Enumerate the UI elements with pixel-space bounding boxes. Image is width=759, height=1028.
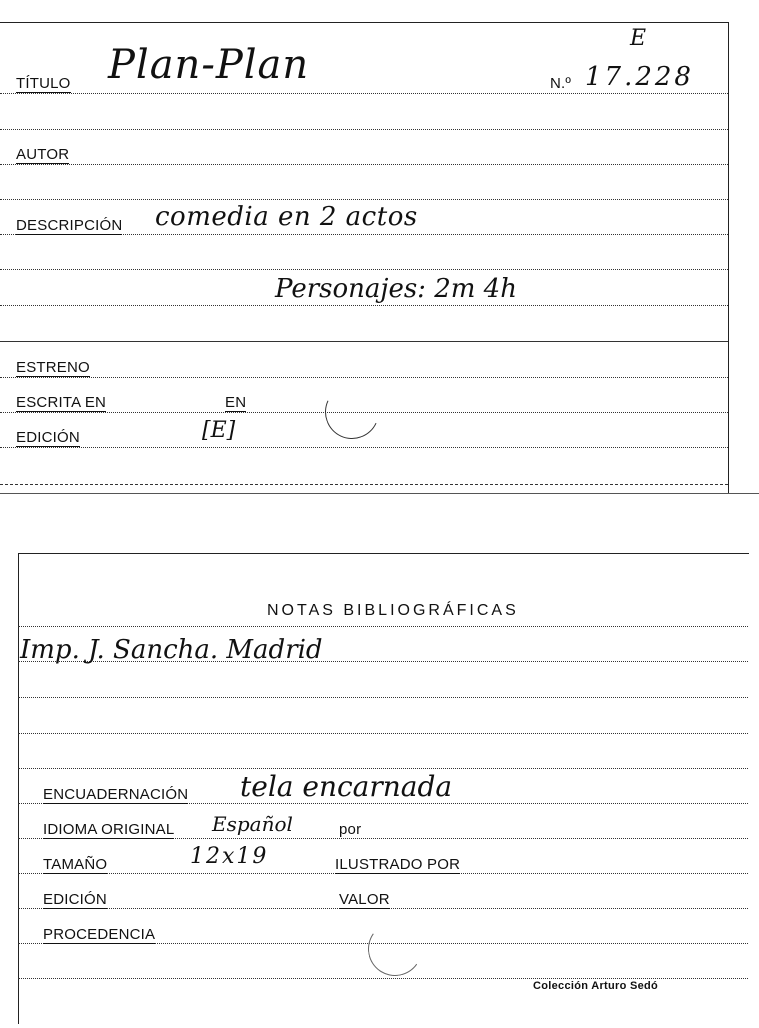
procedencia-label: PROCEDENCIA: [43, 926, 156, 943]
rule-line: [0, 447, 728, 448]
titulo-value: Plan-Plan: [108, 42, 310, 88]
imprenta-value: Imp. J. Sancha. Madrid: [20, 635, 323, 665]
encuadernacion-value: tela encarnada: [240, 770, 453, 803]
rule-line: [0, 129, 728, 130]
valor-label: VALOR: [339, 891, 390, 908]
card-separator: [0, 493, 759, 494]
escrita-en-label: ESCRITA EN: [16, 394, 107, 411]
collection-footer: Colección Arturo Sedó: [533, 980, 659, 992]
autor-label: AUTOR: [16, 146, 70, 163]
titulo-label: TÍTULO: [16, 75, 71, 92]
encuadernacion-label: ENCUADERNACIÓN: [43, 786, 189, 803]
rule-line: [0, 377, 728, 378]
estreno-label: ESTRENO: [16, 359, 90, 376]
rule-line: [0, 93, 728, 94]
rule-line: [18, 733, 748, 734]
rule-line: [18, 626, 748, 627]
rule-line: [18, 768, 748, 769]
descripcion-label: DESCRIPCIÓN: [16, 217, 123, 234]
rule-line: [0, 484, 728, 485]
edicion-value: [E]: [202, 418, 236, 443]
rule-line: [0, 269, 728, 270]
por-label: por: [339, 821, 362, 838]
ilustrado-label: ILUSTRADO POR: [335, 856, 461, 873]
rule-line: [0, 305, 728, 306]
rule-line: [18, 697, 748, 698]
edicion-label: EDICIÓN: [16, 429, 80, 446]
rule-line: [18, 978, 748, 979]
rule-line: [0, 164, 728, 165]
rule-line: [0, 199, 728, 200]
personajes-value: Personajes: 2m 4h: [275, 274, 517, 304]
tamano-value: 12x19: [190, 844, 269, 869]
numero-value: 17.228: [585, 62, 694, 92]
idioma-label: IDIOMA ORIGINAL: [43, 821, 175, 838]
tamano-label: TAMAÑO: [43, 856, 108, 873]
notas-heading: NOTAS BIBLIOGRÁFICAS: [267, 602, 519, 619]
numero-label: N.º: [550, 75, 572, 92]
rule-line: [0, 341, 728, 342]
en-label: EN: [225, 394, 247, 411]
edicion-back-label: EDICIÓN: [43, 891, 107, 908]
idioma-value: Español: [212, 812, 293, 836]
numero-mark: E: [630, 26, 647, 51]
descripcion-value: comedia en 2 actos: [155, 202, 418, 232]
